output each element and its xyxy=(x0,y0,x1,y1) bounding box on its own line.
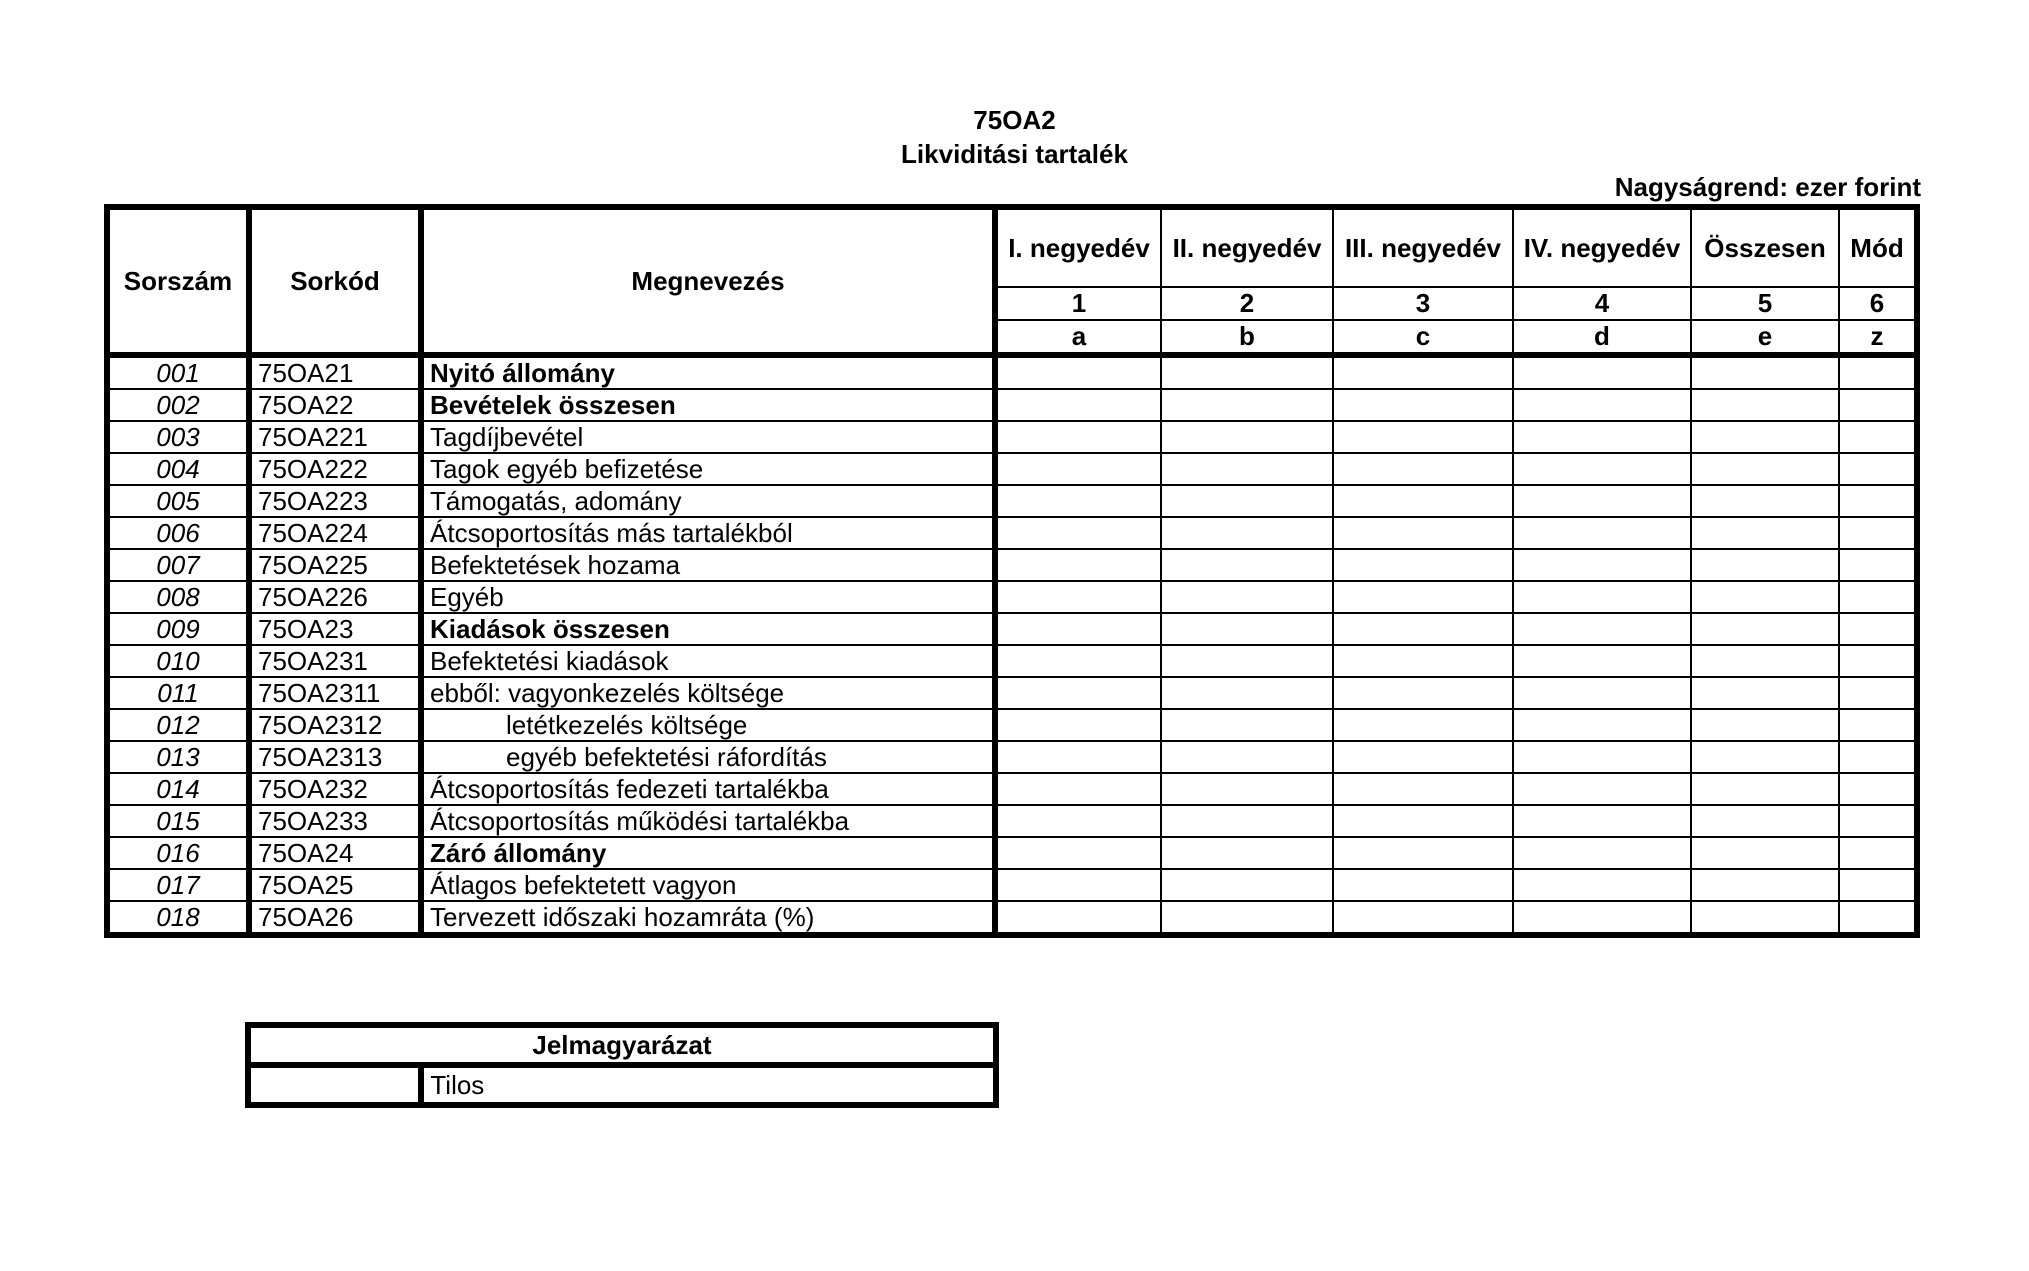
col-letter-6: z xyxy=(1839,320,1917,355)
form-code: 75OA2 xyxy=(973,105,1056,135)
value-cell-z[interactable] xyxy=(1839,613,1917,645)
value-cell-z[interactable] xyxy=(1839,837,1917,869)
row-name: Tagdíjbevétel xyxy=(421,421,995,453)
form-title: Likviditási tartalék xyxy=(901,139,1128,169)
row-sorszam: 016 xyxy=(107,837,249,869)
value-cell-a[interactable] xyxy=(995,709,1161,741)
value-cell-a[interactable] xyxy=(995,837,1161,869)
table-row xyxy=(107,773,1917,805)
value-cell-z[interactable] xyxy=(1839,485,1917,517)
row-sorkod: 75OA25 xyxy=(249,869,421,901)
value-cell-c[interactable] xyxy=(1333,389,1513,421)
value-cell-d[interactable] xyxy=(1513,355,1691,389)
value-cell-z[interactable] xyxy=(1839,773,1917,805)
value-cell-e[interactable] xyxy=(1691,741,1839,773)
value-cell-d[interactable] xyxy=(1513,805,1691,837)
value-cell-e[interactable] xyxy=(1691,549,1839,581)
value-cell-z[interactable] xyxy=(1839,389,1917,421)
legend-swatch xyxy=(248,1065,421,1105)
value-cell-b[interactable] xyxy=(1161,677,1333,709)
value-cell-e[interactable] xyxy=(1691,901,1839,935)
col-number-6: 6 xyxy=(1839,287,1917,320)
value-cell-d[interactable] xyxy=(1513,837,1691,869)
row-sorkod: 75OA232 xyxy=(249,773,421,805)
value-cell-z[interactable] xyxy=(1839,709,1917,741)
value-cell-b[interactable] xyxy=(1161,485,1333,517)
value-cell-c[interactable] xyxy=(1333,549,1513,581)
row-sorkod: 75OA223 xyxy=(249,485,421,517)
table-row xyxy=(107,421,1917,453)
col-letter-2: b xyxy=(1161,320,1333,355)
col-number-5: 5 xyxy=(1691,287,1839,320)
row-sorszam: 007 xyxy=(107,549,249,581)
value-cell-d[interactable] xyxy=(1513,581,1691,613)
value-cell-d[interactable] xyxy=(1513,741,1691,773)
row-name: Egyéb xyxy=(421,581,995,613)
value-cell-d[interactable] xyxy=(1513,453,1691,485)
value-cell-e[interactable] xyxy=(1691,869,1839,901)
row-sorszam: 013 xyxy=(107,741,249,773)
row-sorszam: 002 xyxy=(107,389,249,421)
row-sorkod: 75OA23 xyxy=(249,613,421,645)
value-cell-a[interactable] xyxy=(995,549,1161,581)
value-cell-z[interactable] xyxy=(1839,549,1917,581)
col-letter-5: e xyxy=(1691,320,1839,355)
value-cell-c[interactable] xyxy=(1333,837,1513,869)
col-header-mod: Mód xyxy=(1839,207,1917,287)
value-cell-a[interactable] xyxy=(995,869,1161,901)
table-row xyxy=(107,709,1917,741)
row-name: Befektetések hozama xyxy=(421,549,995,581)
row-sorszam: 009 xyxy=(107,613,249,645)
row-name: Átcsoportosítás működési tartalékba xyxy=(421,805,995,837)
row-name: Támogatás, adomány xyxy=(421,485,995,517)
value-cell-b[interactable] xyxy=(1161,355,1333,389)
value-cell-a[interactable] xyxy=(995,581,1161,613)
value-cell-a[interactable] xyxy=(995,741,1161,773)
row-sorkod: 75OA2311 xyxy=(249,677,421,709)
value-cell-a[interactable] xyxy=(995,645,1161,677)
value-cell-z[interactable] xyxy=(1839,581,1917,613)
value-cell-b[interactable] xyxy=(1161,805,1333,837)
table-row xyxy=(107,677,1917,709)
value-cell-b[interactable] xyxy=(1161,421,1333,453)
row-name: Tervezett időszaki hozamráta (%) xyxy=(421,901,995,935)
value-cell-c[interactable] xyxy=(1333,517,1513,549)
value-cell-e[interactable] xyxy=(1691,677,1839,709)
unit-label: Nagyságrend: ezer forint xyxy=(1614,172,1921,202)
value-cell-d[interactable] xyxy=(1513,549,1691,581)
value-cell-b[interactable] xyxy=(1161,549,1333,581)
col-header-sorkod: Sorkód xyxy=(249,207,421,355)
col-header-q2: II. negyedév xyxy=(1161,207,1333,287)
row-sorszam: 008 xyxy=(107,581,249,613)
value-cell-d[interactable] xyxy=(1513,389,1691,421)
value-cell-e[interactable] xyxy=(1691,389,1839,421)
value-cell-c[interactable] xyxy=(1333,485,1513,517)
table-row xyxy=(107,869,1917,901)
value-cell-d[interactable] xyxy=(1513,869,1691,901)
value-cell-b[interactable] xyxy=(1161,773,1333,805)
value-cell-c[interactable] xyxy=(1333,741,1513,773)
legend-table xyxy=(245,1022,999,1108)
col-header-q4: IV. negyedév xyxy=(1513,207,1691,287)
row-sorszam: 010 xyxy=(107,645,249,677)
value-cell-b[interactable] xyxy=(1161,613,1333,645)
value-cell-c[interactable] xyxy=(1333,709,1513,741)
col-header-sorszam: Sorszám xyxy=(107,207,249,355)
value-cell-z[interactable] xyxy=(1839,517,1917,549)
value-cell-b[interactable] xyxy=(1161,837,1333,869)
col-number-1: 1 xyxy=(995,287,1161,320)
table-row xyxy=(107,485,1917,517)
col-header-megnevezes: Megnevezés xyxy=(421,207,995,355)
table-row xyxy=(107,549,1917,581)
col-header-q3: III. negyedév xyxy=(1333,207,1513,287)
data-table xyxy=(104,204,1920,938)
value-cell-d[interactable] xyxy=(1513,421,1691,453)
row-name: Befektetési kiadások xyxy=(421,645,995,677)
value-cell-b[interactable] xyxy=(1161,645,1333,677)
value-cell-e[interactable] xyxy=(1691,355,1839,389)
value-cell-e[interactable] xyxy=(1691,581,1839,613)
value-cell-b[interactable] xyxy=(1161,389,1333,421)
row-name: Bevételek összesen xyxy=(421,389,995,421)
row-name: Kiadások összesen xyxy=(421,613,995,645)
value-cell-a[interactable] xyxy=(995,517,1161,549)
value-cell-b[interactable] xyxy=(1161,517,1333,549)
row-sorszam: 017 xyxy=(107,869,249,901)
col-letter-4: d xyxy=(1513,320,1691,355)
row-sorkod: 75OA231 xyxy=(249,645,421,677)
value-cell-e[interactable] xyxy=(1691,485,1839,517)
value-cell-b[interactable] xyxy=(1161,581,1333,613)
table-row xyxy=(107,741,1917,773)
row-name: Átlagos befektetett vagyon xyxy=(421,869,995,901)
row-name: Záró állomány xyxy=(421,837,995,869)
table-row xyxy=(107,837,1917,869)
row-sorszam: 012 xyxy=(107,709,249,741)
row-sorkod: 75OA224 xyxy=(249,517,421,549)
table-row xyxy=(107,355,1917,389)
value-cell-z[interactable] xyxy=(1839,869,1917,901)
col-header-q1: I. negyedév xyxy=(995,207,1161,287)
value-cell-d[interactable] xyxy=(1513,677,1691,709)
value-cell-a[interactable] xyxy=(995,677,1161,709)
col-number-3: 3 xyxy=(1333,287,1513,320)
col-letter-3: c xyxy=(1333,320,1513,355)
value-cell-e[interactable] xyxy=(1691,805,1839,837)
col-number-2: 2 xyxy=(1161,287,1333,320)
value-cell-a[interactable] xyxy=(995,613,1161,645)
value-cell-z[interactable] xyxy=(1839,421,1917,453)
col-number-4: 4 xyxy=(1513,287,1691,320)
value-cell-a[interactable] xyxy=(995,355,1161,389)
row-sorszam: 005 xyxy=(107,485,249,517)
value-cell-c[interactable] xyxy=(1333,773,1513,805)
value-cell-e[interactable] xyxy=(1691,709,1839,741)
value-cell-c[interactable] xyxy=(1333,355,1513,389)
row-sorkod: 75OA24 xyxy=(249,837,421,869)
row-sorszam: 003 xyxy=(107,421,249,453)
value-cell-c[interactable] xyxy=(1333,677,1513,709)
value-cell-d[interactable] xyxy=(1513,613,1691,645)
value-cell-d[interactable] xyxy=(1513,901,1691,935)
row-sorszam: 014 xyxy=(107,773,249,805)
value-cell-e[interactable] xyxy=(1691,421,1839,453)
value-cell-z[interactable] xyxy=(1839,645,1917,677)
row-sorszam: 015 xyxy=(107,805,249,837)
value-cell-e[interactable] xyxy=(1691,517,1839,549)
row-sorkod: 75OA2312 xyxy=(249,709,421,741)
row-name: Nyitó állomány xyxy=(421,355,995,389)
value-cell-c[interactable] xyxy=(1333,901,1513,935)
row-sorszam: 011 xyxy=(107,677,249,709)
value-cell-b[interactable] xyxy=(1161,709,1333,741)
table-row xyxy=(107,645,1917,677)
value-cell-z[interactable] xyxy=(1839,677,1917,709)
row-sorkod: 75OA233 xyxy=(249,805,421,837)
value-cell-z[interactable] xyxy=(1839,805,1917,837)
value-cell-b[interactable] xyxy=(1161,741,1333,773)
value-cell-a[interactable] xyxy=(995,453,1161,485)
table-row xyxy=(107,613,1917,645)
row-sorszam: 018 xyxy=(107,901,249,935)
value-cell-c[interactable] xyxy=(1333,581,1513,613)
value-cell-d[interactable] xyxy=(1513,773,1691,805)
value-cell-a[interactable] xyxy=(995,901,1161,935)
row-sorkod: 75OA225 xyxy=(249,549,421,581)
col-header-total: Összesen xyxy=(1691,207,1839,287)
value-cell-a[interactable] xyxy=(995,805,1161,837)
table-row xyxy=(107,517,1917,549)
row-name: Tagok egyéb befizetése xyxy=(421,453,995,485)
value-cell-c[interactable] xyxy=(1333,613,1513,645)
row-sorszam: 006 xyxy=(107,517,249,549)
table-row xyxy=(107,901,1917,935)
value-cell-e[interactable] xyxy=(1691,453,1839,485)
row-sorkod: 75OA21 xyxy=(249,355,421,389)
row-name: Átcsoportosítás fedezeti tartalékba xyxy=(421,773,995,805)
row-name: Átcsoportosítás más tartalékból xyxy=(421,517,995,549)
value-cell-c[interactable] xyxy=(1333,421,1513,453)
value-cell-e[interactable] xyxy=(1691,773,1839,805)
value-cell-d[interactable] xyxy=(1513,709,1691,741)
value-cell-e[interactable] xyxy=(1691,837,1839,869)
row-name: egyéb befektetési ráfordítás xyxy=(421,741,995,773)
value-cell-b[interactable] xyxy=(1161,453,1333,485)
value-cell-e[interactable] xyxy=(1691,645,1839,677)
row-sorkod: 75OA222 xyxy=(249,453,421,485)
value-cell-d[interactable] xyxy=(1513,517,1691,549)
row-sorkod: 75OA226 xyxy=(249,581,421,613)
value-cell-c[interactable] xyxy=(1333,645,1513,677)
row-name: letétkezelés költsége xyxy=(421,709,995,741)
table-row xyxy=(107,805,1917,837)
row-sorszam: 004 xyxy=(107,453,249,485)
value-cell-d[interactable] xyxy=(1513,645,1691,677)
value-cell-z[interactable] xyxy=(1839,901,1917,935)
value-cell-c[interactable] xyxy=(1333,869,1513,901)
value-cell-a[interactable] xyxy=(995,485,1161,517)
row-name: ebből: vagyonkezelés költsége xyxy=(421,677,995,709)
value-cell-e[interactable] xyxy=(1691,613,1839,645)
value-cell-a[interactable] xyxy=(995,421,1161,453)
table-row xyxy=(107,581,1917,613)
value-cell-z[interactable] xyxy=(1839,355,1917,389)
row-sorkod: 75OA22 xyxy=(249,389,421,421)
value-cell-z[interactable] xyxy=(1839,453,1917,485)
value-cell-d[interactable] xyxy=(1513,485,1691,517)
row-sorkod: 75OA221 xyxy=(249,421,421,453)
value-cell-z[interactable] xyxy=(1839,741,1917,773)
legend-label-tilos: Tilos xyxy=(421,1065,996,1105)
value-cell-b[interactable] xyxy=(1161,901,1333,935)
value-cell-c[interactable] xyxy=(1333,453,1513,485)
table-row xyxy=(107,389,1917,421)
legend-title: Jelmagyarázat xyxy=(248,1025,996,1065)
row-sorkod: 75OA2313 xyxy=(249,741,421,773)
row-sorszam: 001 xyxy=(107,355,249,389)
col-letter-1: a xyxy=(995,320,1161,355)
value-cell-c[interactable] xyxy=(1333,805,1513,837)
table-row xyxy=(107,453,1917,485)
value-cell-a[interactable] xyxy=(995,773,1161,805)
value-cell-b[interactable] xyxy=(1161,869,1333,901)
value-cell-a[interactable] xyxy=(995,389,1161,421)
row-sorkod: 75OA26 xyxy=(249,901,421,935)
